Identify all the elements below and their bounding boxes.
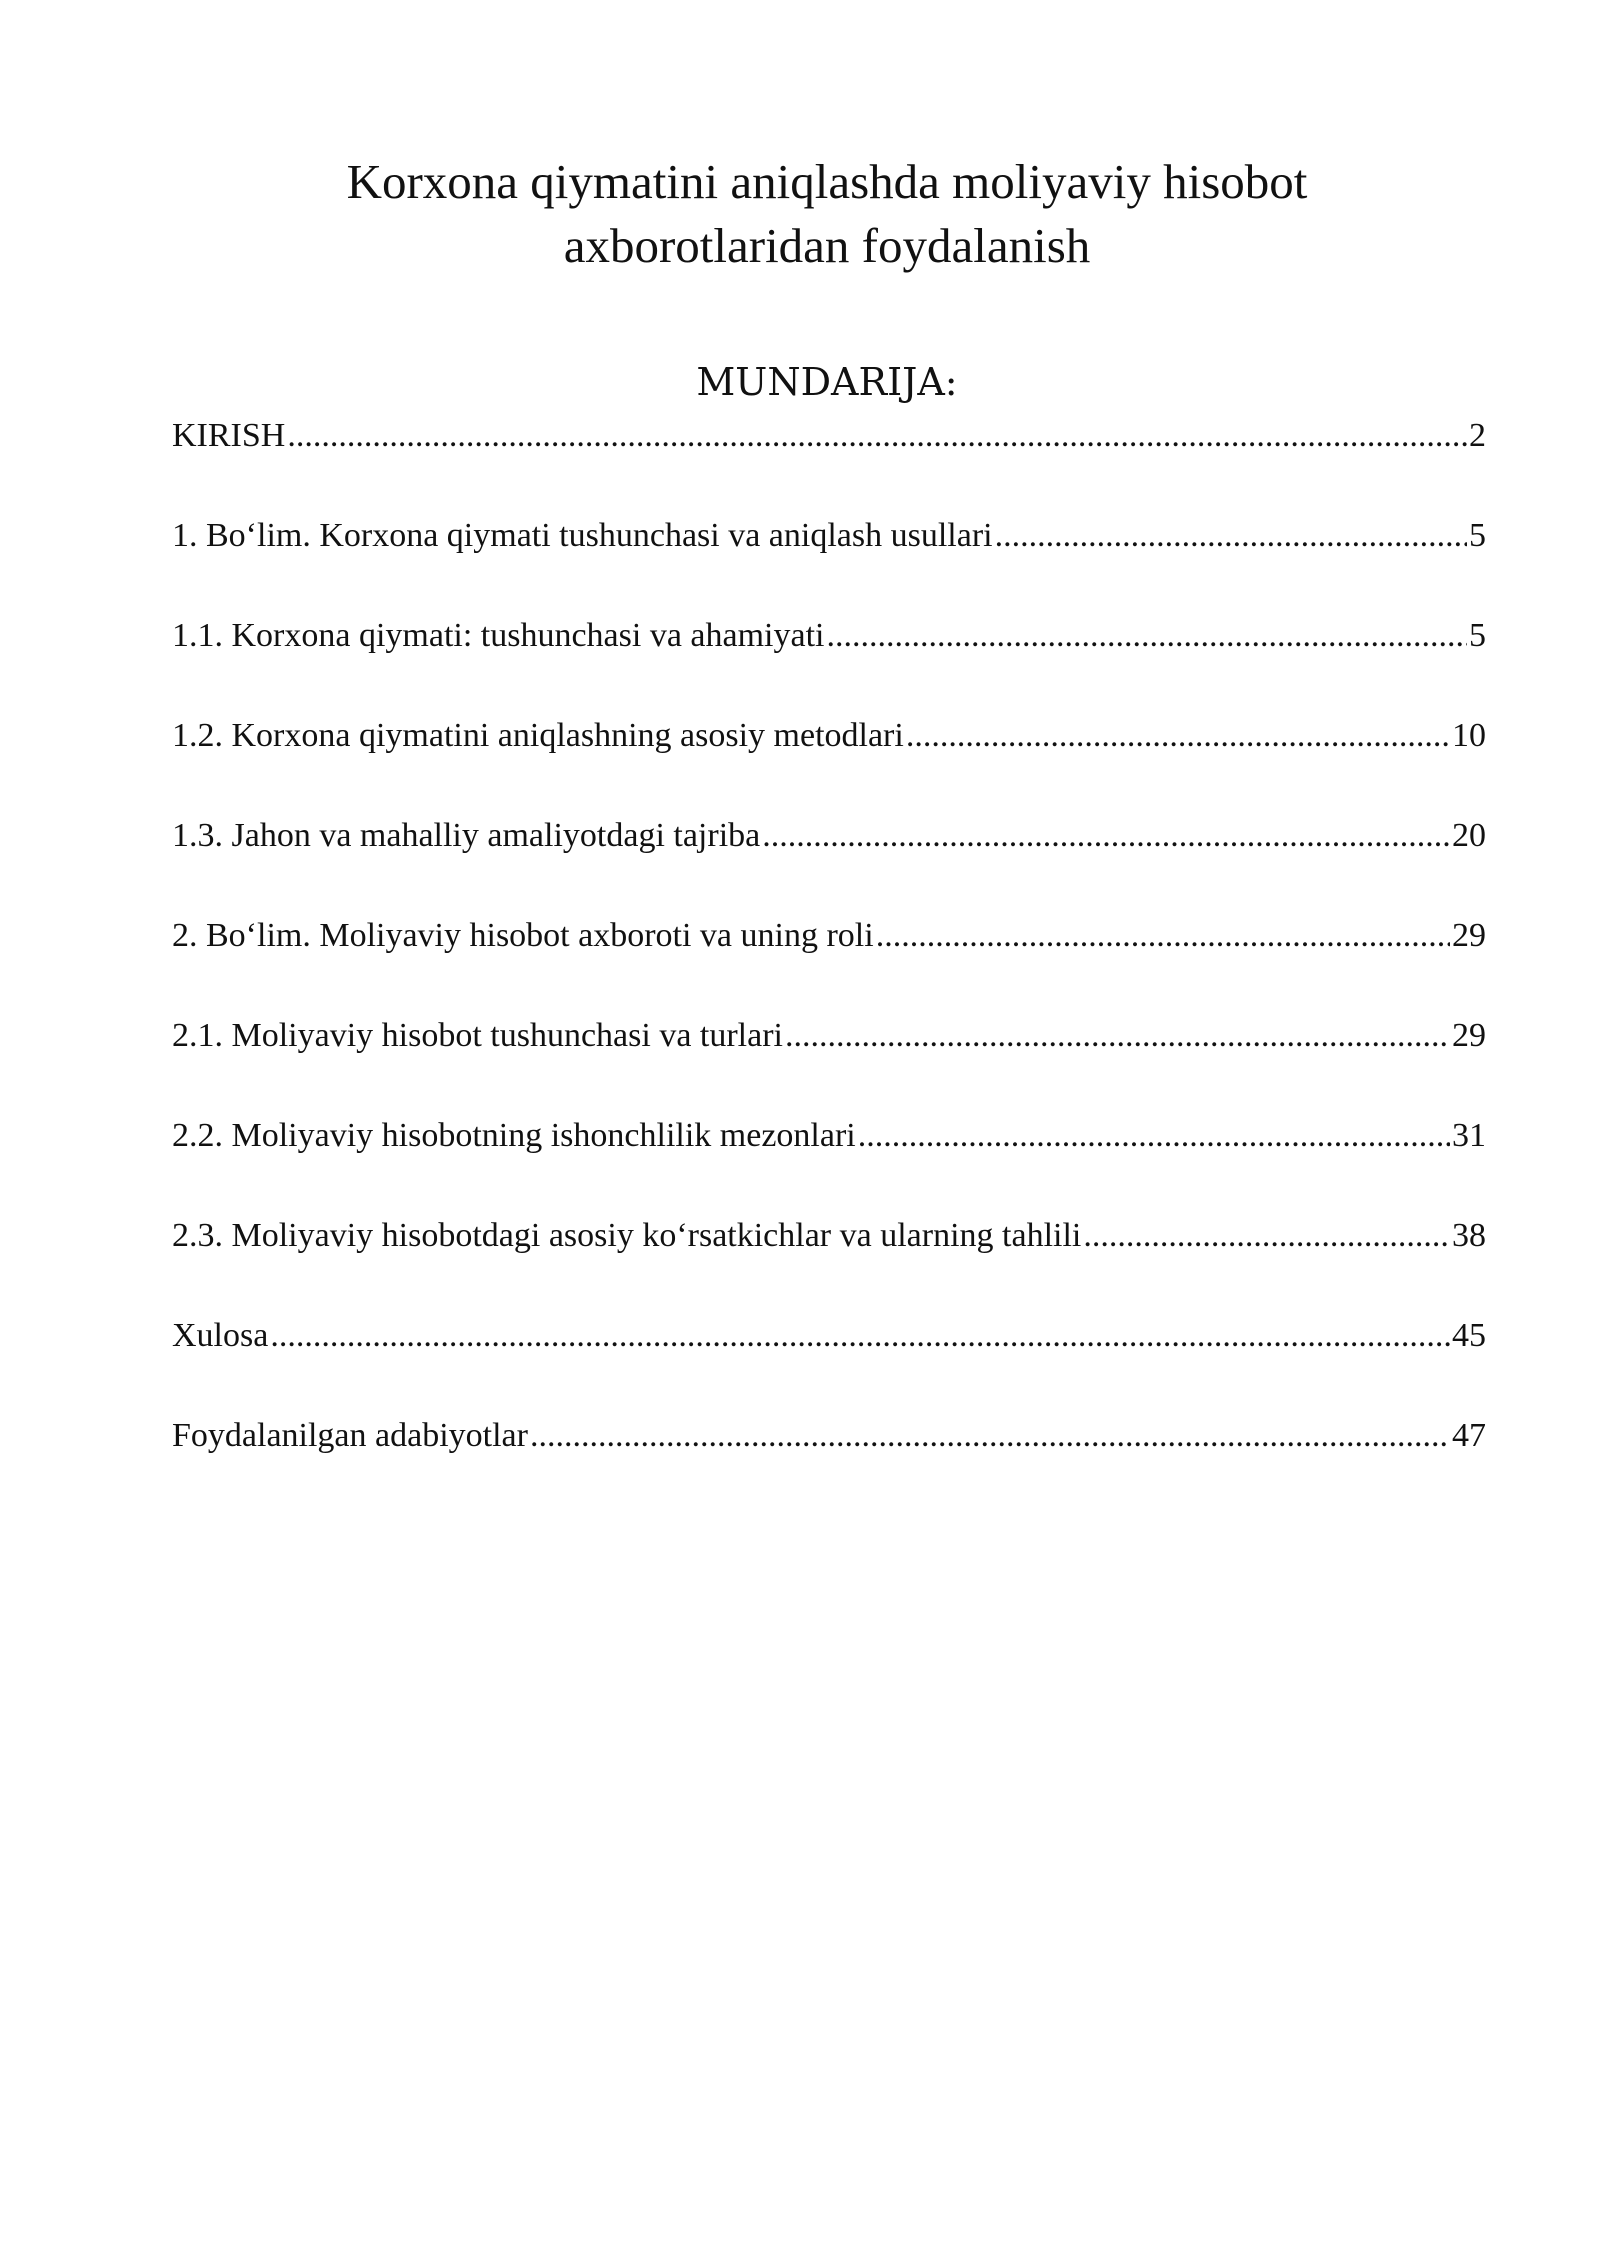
- toc-dot-leader: [995, 508, 1467, 564]
- toc-entry-page-number: 5: [1469, 517, 1486, 554]
- toc-dot-leader: [858, 1108, 1450, 1164]
- toc-dot-leader: [826, 608, 1467, 664]
- toc-entry-section-2-1[interactable]: [172, 1008, 1486, 1108]
- document-title-line-1: Korxona qiymatini aniqlashda moliyaviy hisobot: [346, 154, 1308, 209]
- toc-entry-page-number: 47: [1452, 1417, 1486, 1454]
- toc-entry-label: 1.2. Korxona qiymatini aniqlashning asosiy metodlari: [172, 717, 904, 754]
- toc-dot-leader: [287, 408, 1467, 464]
- toc-entry-section-1-2[interactable]: [172, 708, 1486, 808]
- toc-dot-leader: [785, 1008, 1450, 1064]
- toc-dot-leader: [906, 708, 1450, 764]
- toc-entry-label: 1.1. Korxona qiymati: tushunchasi va ahamiyati: [172, 617, 825, 654]
- toc-entry-section-1[interactable]: [172, 508, 1486, 608]
- toc-dot-leader: [762, 808, 1450, 864]
- toc-entry-section-1-3[interactable]: [172, 808, 1486, 908]
- document-title: [172, 150, 1482, 278]
- toc-entry-section-2[interactable]: [172, 908, 1486, 1008]
- toc-entry-label: Foydalanilgan adabiyotlar: [172, 1417, 528, 1454]
- toc-entry-page-number: 38: [1452, 1217, 1486, 1254]
- toc-entry-kirish[interactable]: [172, 408, 1486, 508]
- toc-entry-page-number: 45: [1452, 1317, 1486, 1354]
- toc-dot-leader: [876, 908, 1450, 964]
- toc-dot-leader: [270, 1308, 1450, 1364]
- toc-heading: MUNDARIJA:: [696, 360, 958, 404]
- toc-entry-label: 2.2. Moliyaviy hisobotning ishonchlilik mezonlari: [172, 1117, 856, 1154]
- toc-entry-xulosa[interactable]: [172, 1308, 1486, 1408]
- toc-entry-page-number: 29: [1452, 1017, 1486, 1054]
- toc-entry-label: 2.1. Moliyaviy hisobot tushunchasi va turlari: [172, 1017, 783, 1054]
- toc-entry-references[interactable]: [172, 1408, 1486, 1508]
- toc-dot-leader: [530, 1408, 1450, 1464]
- toc-entry-page-number: 20: [1452, 817, 1486, 854]
- toc-entry-label: 1.3. Jahon va mahalliy amaliyotdagi tajriba: [172, 817, 761, 854]
- toc-entry-label: 1. Bo‘lim. Korxona qiymati tushunchasi va aniqlash usullari: [172, 517, 993, 554]
- toc-entry-label: 2. Bo‘lim. Moliyaviy hisobot axboroti va uning roli: [172, 917, 874, 954]
- table-of-contents: [172, 408, 1486, 1508]
- toc-entry-label: Xulosa: [172, 1317, 269, 1354]
- toc-dot-leader: [1083, 1208, 1450, 1264]
- toc-entry-page-number: 5: [1469, 617, 1486, 654]
- toc-entry-page-number: 10: [1452, 717, 1486, 754]
- toc-entry-page-number: 31: [1452, 1117, 1486, 1154]
- toc-entry-label: 2.3. Moliyaviy hisobotdagi asosiy ko‘rsatkichlar va ularning tahlili: [172, 1217, 1082, 1254]
- document-title-line-2: axborotlaridan foydalanish: [563, 218, 1091, 273]
- toc-entry-section-2-2[interactable]: [172, 1108, 1486, 1208]
- toc-entry-page-number: 2: [1469, 417, 1486, 454]
- toc-entry-page-number: 29: [1452, 917, 1486, 954]
- toc-entry-section-2-3[interactable]: [172, 1208, 1486, 1308]
- toc-entry-section-1-1[interactable]: [172, 608, 1486, 708]
- toc-entry-label: KIRISH: [172, 417, 286, 454]
